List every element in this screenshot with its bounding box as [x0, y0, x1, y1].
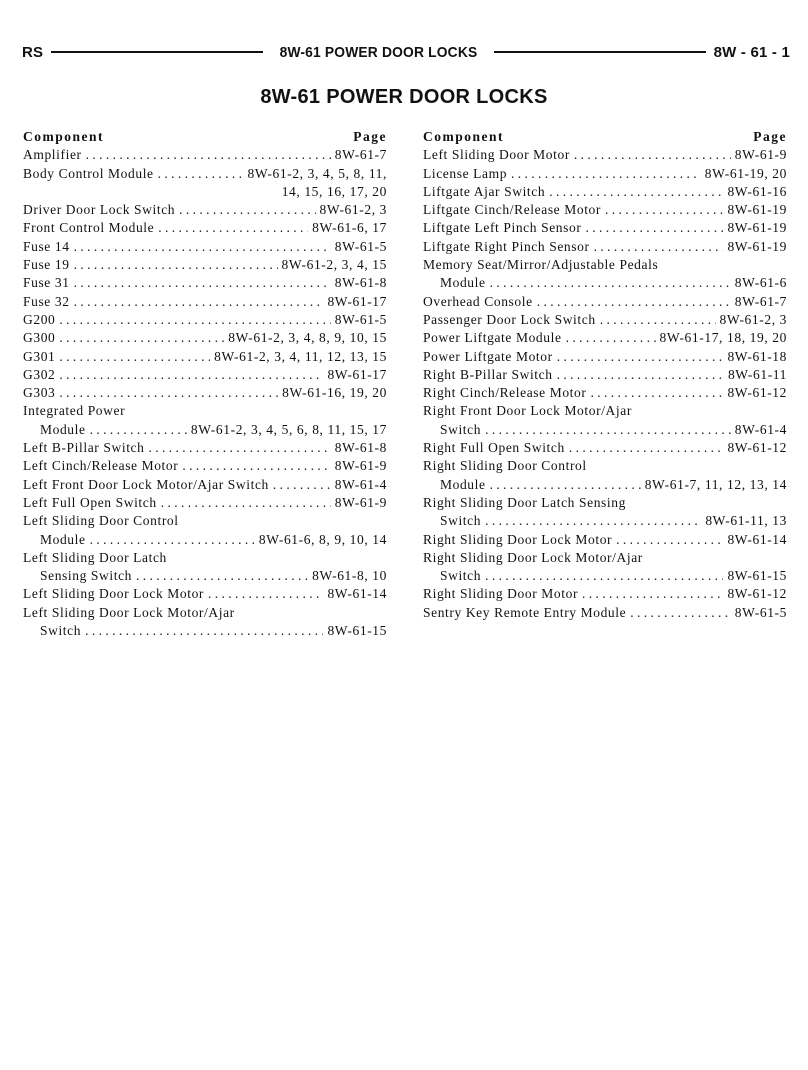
component-name: Passenger Door Lock Switch [423, 311, 596, 327]
page-reference: 8W-61-12 [727, 440, 787, 456]
dot-leader [182, 457, 330, 475]
component-name: Left Sliding Door Control [23, 513, 179, 529]
page-reference: 8W-61-9 [734, 147, 787, 163]
index-entry-label [423, 494, 787, 512]
index-entry-label [423, 402, 787, 420]
index-entry [23, 439, 387, 457]
page-reference: 8W-61-15 [727, 568, 787, 584]
component-name: Liftgate Right Pinch Sensor [423, 238, 590, 254]
dot-leader [582, 585, 723, 603]
page-reference: 8W-61-6 [734, 275, 787, 291]
index-column-left [23, 128, 387, 640]
page-reference: 8W-61-4 [734, 421, 787, 437]
column-header-component: Component [423, 129, 505, 144]
index-entry [423, 604, 787, 622]
page-reference: 8W-61-7 [334, 147, 387, 163]
page-reference: 8W-61-17 [327, 366, 387, 382]
index-entry [423, 329, 787, 347]
index-entry [423, 384, 787, 402]
dot-leader [179, 201, 315, 219]
dot-leader [59, 311, 330, 329]
page-reference: 8W-61-9 [334, 494, 387, 510]
component-name: Right Sliding Door Control [423, 458, 587, 474]
index-entry [23, 293, 387, 311]
dot-leader [74, 256, 278, 274]
page-reference: 8W-61-7 [734, 293, 787, 309]
dot-leader [90, 531, 255, 549]
component-name-continued: Sensing Switch [40, 568, 133, 584]
index-entry [23, 165, 387, 183]
column-header [23, 128, 387, 146]
component-name: Left B-Pillar Switch [23, 440, 145, 456]
component-name-continued: Switch [440, 513, 482, 529]
page-reference: 8W-61-11 [727, 366, 787, 382]
dot-leader [85, 622, 323, 640]
column-header [423, 128, 787, 146]
header-left: RS [22, 43, 44, 61]
dot-leader [161, 494, 331, 512]
index-entry [423, 366, 787, 384]
page-reference: 8W-61-2, 3, 4, 11, 12, 13, 15 [214, 348, 387, 364]
page-reference: 8W-61-6, 17 [312, 220, 387, 236]
component-name-continued: Switch [440, 568, 482, 584]
index-entry [23, 329, 387, 347]
page-reference: 8W-61-15 [327, 623, 387, 639]
component-name: Fuse 19 [23, 257, 70, 273]
component-name-continued: Module [40, 531, 86, 547]
index-entry [423, 421, 787, 439]
dot-leader [148, 439, 330, 457]
index-entry-label [23, 604, 387, 622]
page-reference: 8W-61-4 [334, 476, 387, 492]
index-entry [23, 476, 387, 494]
index-entry [423, 476, 787, 494]
index-entry [423, 512, 787, 530]
dot-leader [158, 165, 244, 183]
dot-leader [59, 329, 224, 347]
component-name: G300 [23, 330, 56, 346]
index-entry [423, 165, 787, 183]
page-reference: 8W-61-5 [334, 238, 387, 254]
dot-leader [557, 366, 724, 384]
component-name: Left Sliding Door Motor [423, 147, 570, 163]
page-reference: 8W-61-17, 18, 19, 20 [659, 330, 787, 346]
component-name: Sentry Key Remote Entry Module [423, 604, 627, 620]
index-entry [23, 567, 387, 585]
dot-leader [511, 165, 701, 183]
index-entry [23, 201, 387, 219]
component-name: Left Full Open Switch [23, 494, 157, 510]
component-name: Right Sliding Door Latch Sensing [423, 494, 626, 510]
component-name: License Lamp [423, 165, 508, 181]
index-entry [23, 622, 387, 640]
component-name: Right B-Pillar Switch [423, 366, 553, 382]
component-name: Body Control Module [23, 165, 154, 181]
index-entry-continued [23, 183, 387, 201]
index-entry [423, 531, 787, 549]
index-entry [23, 238, 387, 256]
component-name: Liftgate Cinch/Release Motor [423, 202, 602, 218]
page-reference: 8W-61-7, 11, 12, 13, 14 [644, 476, 787, 492]
component-name: Integrated Power [23, 403, 126, 419]
component-name: G301 [23, 348, 56, 364]
component-name: Fuse 14 [23, 238, 70, 254]
dot-leader [537, 293, 731, 311]
component-name: Left Cinch/Release Motor [23, 458, 179, 474]
component-name: Right Cinch/Release Motor [423, 385, 587, 401]
page-reference: 8W-61-19, 20 [704, 165, 787, 181]
component-name: Power Liftgate Module [423, 330, 562, 346]
dot-leader [600, 311, 716, 329]
page-reference: 8W-61-12 [727, 385, 787, 401]
dot-leader [630, 604, 731, 622]
page-reference: 8W-61-5 [734, 604, 787, 620]
dot-leader [549, 183, 723, 201]
page-reference: 8W-61-14 [727, 531, 787, 547]
component-name: Fuse 31 [23, 275, 70, 291]
component-name: Liftgate Left Pinch Sensor [423, 220, 582, 236]
page-reference: 8W-61-9 [334, 458, 387, 474]
index-entry [23, 384, 387, 402]
page-reference: 8W-61-17 [327, 293, 387, 309]
page-reference: 8W-61-6, 8, 9, 10, 14 [258, 531, 387, 547]
page-reference: 8W-61-2, 3, 4, 5, 6, 8, 11, 15, 17 [190, 421, 387, 437]
index-entry [23, 274, 387, 292]
page-reference: 8W-61-8 [334, 440, 387, 456]
dot-leader [485, 512, 701, 530]
component-name: G303 [23, 385, 56, 401]
dot-leader [594, 238, 724, 256]
column-header-page: Page [353, 129, 387, 144]
dot-leader [136, 567, 308, 585]
index-entry [423, 293, 787, 311]
page-reference-continued: 14, 15, 16, 17, 20 [281, 183, 387, 199]
index-entry [23, 146, 387, 164]
page-reference: 8W-61-14 [327, 586, 387, 602]
index-entry-label [23, 512, 387, 530]
running-header [22, 38, 790, 66]
dot-leader [74, 293, 324, 311]
dot-leader [574, 146, 731, 164]
component-name: Liftgate Ajar Switch [423, 183, 546, 199]
index-column-right [423, 128, 787, 622]
index-entry [23, 366, 387, 384]
index-entry [23, 256, 387, 274]
component-name: Right Sliding Door Motor [423, 586, 579, 602]
page-reference: 8W-61-19 [727, 220, 787, 236]
page-reference: 8W-61-16 [727, 183, 787, 199]
component-name: G302 [23, 366, 56, 382]
dot-leader [490, 274, 731, 292]
page-reference: 8W-61-12 [727, 586, 787, 602]
component-name-continued: Module [440, 275, 486, 291]
page-reference: 8W-61-2, 3 [319, 202, 387, 218]
index-entry [423, 439, 787, 457]
component-name-continued: Module [40, 421, 86, 437]
index-entry [423, 238, 787, 256]
dot-leader [273, 476, 331, 494]
dot-leader [590, 384, 723, 402]
component-name: Left Sliding Door Lock Motor [23, 586, 205, 602]
component-name: Left Front Door Lock Motor/Ajar Switch [23, 476, 269, 492]
component-name: G200 [23, 311, 56, 327]
dot-leader [585, 219, 723, 237]
index-entry [423, 311, 787, 329]
component-name: Front Control Module [23, 220, 155, 236]
dot-leader [485, 421, 731, 439]
column-header-page: Page [753, 129, 787, 144]
component-name-continued: Switch [440, 421, 482, 437]
page-title: 8W-61 POWER DOOR LOCKS [260, 86, 548, 108]
index-entry [23, 421, 387, 439]
index-entry [423, 146, 787, 164]
index-entry-label [23, 402, 387, 420]
page-reference: 8W-61-2, 3, 4, 15 [281, 257, 387, 273]
dot-leader [485, 567, 723, 585]
dot-leader [569, 439, 724, 457]
dot-leader [566, 329, 656, 347]
dot-leader [74, 238, 331, 256]
dot-leader [208, 585, 323, 603]
component-name: Right Full Open Switch [423, 440, 565, 456]
index-entry-label [423, 457, 787, 475]
component-name-continued: Switch [40, 623, 82, 639]
component-name: Right Sliding Door Lock Motor [423, 531, 613, 547]
index-entry-label [423, 256, 787, 274]
dot-leader [605, 201, 723, 219]
dot-leader [59, 366, 323, 384]
page-reference: 8W-61-19 [727, 238, 787, 254]
page-reference: 8W-61-2, 3, 4, 5, 8, 11, [247, 165, 387, 181]
dot-leader [86, 146, 331, 164]
header-rule-left [51, 51, 263, 53]
dot-leader [59, 384, 278, 402]
component-name: Fuse 32 [23, 293, 70, 309]
index-entry [23, 219, 387, 237]
component-name: Left Sliding Door Lock Motor/Ajar [23, 604, 235, 620]
page-reference: 8W-61-8 [334, 275, 387, 291]
dot-leader [74, 274, 331, 292]
page-reference: 8W-61-16, 19, 20 [282, 385, 387, 401]
index-entry [23, 585, 387, 603]
component-name: Overhead Console [423, 293, 533, 309]
header-right: 8W - 61 - 1 [713, 43, 790, 61]
index-entry-label [23, 549, 387, 567]
component-name: Memory Seat/Mirror/Adjustable Pedals [423, 257, 659, 273]
dot-leader [490, 476, 641, 494]
index-entry [423, 585, 787, 603]
page-reference: 8W-61-5 [334, 311, 387, 327]
index-entry [423, 274, 787, 292]
header-center: 8W-61 POWER DOOR LOCKS [279, 43, 478, 61]
index-entry [23, 311, 387, 329]
header-rule-right [494, 51, 706, 53]
index-entry-label [423, 549, 787, 567]
index-entry [423, 567, 787, 585]
dot-leader [557, 348, 724, 366]
page-reference: 8W-61-2, 3 [719, 311, 787, 327]
component-name: Right Front Door Lock Motor/Ajar [423, 403, 632, 419]
index-entry [423, 201, 787, 219]
component-name: Left Sliding Door Latch [23, 549, 167, 565]
page-reference: 8W-61-2, 3, 4, 8, 9, 10, 15 [228, 330, 387, 346]
index-entry [423, 219, 787, 237]
index-entry [423, 183, 787, 201]
index-entry [23, 494, 387, 512]
component-name: Right Sliding Door Lock Motor/Ajar [423, 549, 643, 565]
index-entry [23, 457, 387, 475]
column-header-component: Component [23, 129, 105, 144]
page-reference: 8W-61-18 [727, 348, 787, 364]
index-entry [423, 348, 787, 366]
dot-leader [59, 348, 210, 366]
page-reference: 8W-61-11, 13 [705, 513, 787, 529]
index-entry [23, 348, 387, 366]
component-name: Amplifier [23, 147, 82, 163]
dot-leader [616, 531, 723, 549]
dot-leader [90, 421, 187, 439]
component-name: Driver Door Lock Switch [23, 202, 176, 218]
component-name-continued: Module [440, 476, 486, 492]
dot-leader [158, 219, 308, 237]
component-name: Power Liftgate Motor [423, 348, 553, 364]
page-reference: 8W-61-19 [727, 202, 787, 218]
page-reference: 8W-61-8, 10 [312, 568, 387, 584]
index-entry [23, 531, 387, 549]
